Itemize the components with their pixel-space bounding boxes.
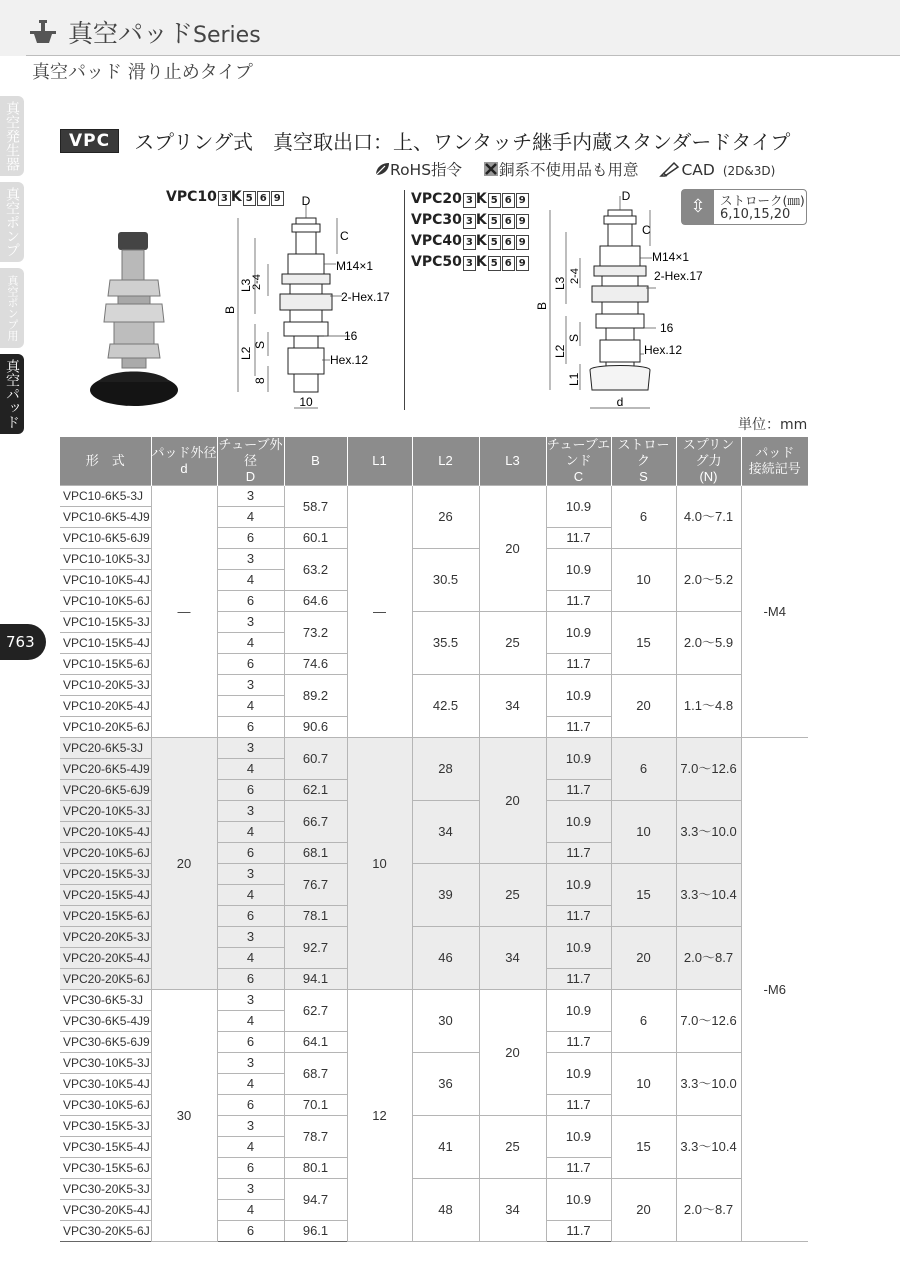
model-cell: VPC20-20K5-4J — [60, 948, 151, 969]
header-divider — [26, 55, 900, 56]
series-title: スプリング式 真空取出口：上、ワンタッチ継手内蔵スタンダードタイプ — [134, 130, 791, 154]
tube-diameter-cell: 3 — [217, 801, 284, 822]
tube-diameter-cell: 6 — [217, 1095, 284, 1116]
dim-l2: L2 — [239, 346, 253, 360]
header-stroke — [611, 437, 676, 486]
model-cell: VPC20-10K5-6J — [60, 843, 151, 864]
header-tube-diameter-line1: チューブ外径 — [218, 437, 283, 468]
header-pad-diameter-line2: d — [180, 461, 188, 476]
header-l3-line1: L3 — [505, 453, 520, 468]
tube-diameter-cell: 4 — [217, 885, 284, 906]
l3-cell: 25 — [479, 612, 546, 675]
dim-hex17: 2-Hex.17 — [341, 290, 390, 304]
dim-c: C — [340, 229, 349, 243]
header-b — [284, 437, 347, 486]
model-cell: VPC10-10K5-6J — [60, 591, 151, 612]
tube-diameter-cell: 4 — [217, 948, 284, 969]
stroke-cell: 10 — [611, 1053, 676, 1116]
header-spring-force-line2: (N) — [699, 469, 718, 484]
b-cell: 90.6 — [284, 717, 347, 738]
side-tab-vacuum-pad[interactable]: 真空パッド — [0, 354, 24, 434]
series-badge: VPC — [60, 129, 119, 153]
model-cell: VPC30-20K5-4J — [60, 1200, 151, 1221]
b-cell: 73.2 — [284, 612, 347, 654]
model-cell: VPC30-15K5-3J — [60, 1116, 151, 1137]
model-cell: VPC10-20K5-3J — [60, 675, 151, 696]
l2-cell: 35.5 — [412, 612, 479, 675]
stroke-cell: 6 — [611, 486, 676, 549]
tube-diameter-cell: 4 — [217, 696, 284, 717]
tube-diameter-cell: 6 — [217, 528, 284, 549]
b-cell: 76.7 — [284, 864, 347, 906]
table-row — [60, 486, 808, 507]
tube-diameter-cell: 4 — [217, 1200, 284, 1221]
tube-end-cell: 11.7 — [546, 969, 611, 990]
leaf-icon — [374, 161, 390, 177]
page-title: 真空パッドSeries — [68, 19, 261, 48]
pen-icon — [659, 161, 681, 177]
tube-end-cell: 10.9 — [546, 612, 611, 654]
model-code-vpc50: VPC50 3 K 5 6 9 — [411, 254, 529, 271]
tube-diameter-cell: 3 — [217, 675, 284, 696]
model-cell: VPC10-10K5-4J — [60, 570, 151, 591]
dim-l3: L3 — [239, 278, 253, 292]
b-cell: 60.1 — [284, 528, 347, 549]
l3-cell: 34 — [479, 675, 546, 738]
model-cell: VPC30-15K5-6J — [60, 1158, 151, 1179]
spring-force-cell: 3.3～10.0 — [676, 1053, 741, 1116]
table-header-row — [60, 437, 808, 486]
tube-end-cell: 11.7 — [546, 717, 611, 738]
b-cell: 74.6 — [284, 654, 347, 675]
model-code-vpc30: VPC30 3 K 5 6 9 — [411, 212, 529, 229]
tube-diameter-cell: 3 — [217, 1179, 284, 1200]
l2-cell: 36 — [412, 1053, 479, 1116]
model-cell: VPC10-15K5-6J — [60, 654, 151, 675]
stroke-cell: 20 — [611, 927, 676, 990]
b-cell: 64.6 — [284, 591, 347, 612]
l3-cell: 20 — [479, 738, 546, 864]
model-cell: VPC20-20K5-6J — [60, 969, 151, 990]
model-cell: VPC30-6K5-3J — [60, 990, 151, 1011]
dimension-drawing-vpc20-50 — [530, 188, 730, 414]
model-cell: VPC10-6K5-3J — [60, 486, 151, 507]
tube-end-cell: 11.7 — [546, 1095, 611, 1116]
tube-diameter-cell: 3 — [217, 864, 284, 885]
header-tube-end-c-line2: C — [573, 469, 584, 484]
l2-cell: 30 — [412, 990, 479, 1053]
tube-diameter-cell: 3 — [217, 486, 284, 507]
series-heading — [60, 126, 790, 155]
l2-cell: 28 — [412, 738, 479, 801]
model-cell: VPC10-20K5-6J — [60, 717, 151, 738]
page-subtitle: 真空パッド 滑り止めタイプ — [32, 62, 253, 83]
dim-s: S — [567, 333, 581, 342]
dim-hex12: Hex.12 — [644, 343, 683, 357]
tube-diameter-cell: 6 — [217, 843, 284, 864]
l3-cell: 25 — [479, 1116, 546, 1179]
dim-b: B — [223, 305, 237, 314]
b-cell: 62.1 — [284, 780, 347, 801]
b-cell: 89.2 — [284, 675, 347, 717]
dim-thread: M14×1 — [336, 259, 374, 273]
tube-end-cell: 11.7 — [546, 1158, 611, 1179]
spring-force-cell: 3.3～10.0 — [676, 801, 741, 864]
spring-force-cell: 4.0～7.1 — [676, 486, 741, 549]
dimension-drawing-vpc10 — [210, 196, 400, 414]
tube-end-cell: 10.9 — [546, 1179, 611, 1221]
header-l1 — [347, 437, 412, 486]
l2-cell: 34 — [412, 801, 479, 864]
pad-diameter-cell: — — [151, 486, 217, 738]
model-cell: VPC20-6K5-4J9 — [60, 759, 151, 780]
model-cell: VPC20-15K5-6J — [60, 906, 151, 927]
spring-force-cell: 2.0～8.7 — [676, 927, 741, 990]
stroke-cell: 10 — [611, 801, 676, 864]
spring-force-cell: 2.0～5.2 — [676, 549, 741, 612]
b-cell: 94.1 — [284, 969, 347, 990]
dim-l1: L1 — [567, 372, 581, 386]
tube-end-cell: 10.9 — [546, 801, 611, 843]
cad-feature: CAD (2D&3D) — [659, 161, 783, 179]
feature-line — [374, 158, 791, 180]
header-connection — [741, 437, 808, 486]
dim-l3: L3 — [553, 276, 567, 290]
header-tube-diameter — [217, 437, 284, 486]
l3-cell: 34 — [479, 927, 546, 990]
tube-diameter-cell: 3 — [217, 927, 284, 948]
side-tab-vacuum-generator[interactable]: 真空発生器 — [0, 96, 24, 176]
tube-end-cell: 10.9 — [546, 864, 611, 906]
b-cell: 94.7 — [284, 1179, 347, 1221]
tube-end-cell: 10.9 — [546, 927, 611, 969]
l2-cell: 26 — [412, 486, 479, 549]
l2-cell: 30.5 — [412, 549, 479, 612]
header-l1-line1: L1 — [372, 453, 387, 468]
stroke-cell: 15 — [611, 1116, 676, 1179]
tube-diameter-cell: 6 — [217, 969, 284, 990]
tube-diameter-cell: 6 — [217, 780, 284, 801]
copper-free-icon — [483, 161, 499, 177]
b-cell: 64.1 — [284, 1032, 347, 1053]
model-cell: VPC30-20K5-3J — [60, 1179, 151, 1200]
l1-cell: 10 — [347, 738, 412, 990]
tube-diameter-cell: 4 — [217, 633, 284, 654]
stroke-cell: 15 — [611, 864, 676, 927]
model-cell: VPC30-6K5-4J9 — [60, 1011, 151, 1032]
l2-cell: 48 — [412, 1179, 479, 1242]
tube-diameter-cell: 4 — [217, 759, 284, 780]
dim-pad-d: d — [616, 395, 624, 409]
header-l2-line1: L2 — [438, 453, 453, 468]
model-cell: VPC20-15K5-4J — [60, 885, 151, 906]
tube-end-cell: 10.9 — [546, 990, 611, 1032]
spring-force-cell: 3.3～10.4 — [676, 864, 741, 927]
side-tab-vacuum-pump[interactable]: 真空ポンプ — [0, 182, 24, 262]
dim-16: 16 — [344, 329, 358, 343]
stroke-cell: 6 — [611, 990, 676, 1053]
tube-end-cell: 11.7 — [546, 906, 611, 927]
b-cell: 78.1 — [284, 906, 347, 927]
l1-cell: 12 — [347, 990, 412, 1242]
tube-diameter-cell: 6 — [217, 591, 284, 612]
l2-cell: 39 — [412, 864, 479, 927]
model-cell: VPC30-15K5-4J — [60, 1137, 151, 1158]
tube-diameter-cell: 6 — [217, 1158, 284, 1179]
dim-c: C — [642, 223, 651, 237]
l3-cell: 20 — [479, 486, 546, 612]
l2-cell: 41 — [412, 1116, 479, 1179]
tube-diameter-cell: 4 — [217, 1137, 284, 1158]
dim-hex12: Hex.12 — [330, 353, 369, 367]
dim-s: S — [253, 340, 267, 349]
stroke-cell: 15 — [611, 612, 676, 675]
dim-l2: L2 — [553, 344, 567, 358]
tube-end-cell: 11.7 — [546, 528, 611, 549]
b-cell: 70.1 — [284, 1095, 347, 1116]
tube-diameter-cell: 3 — [217, 1053, 284, 1074]
l1-cell: — — [347, 486, 412, 738]
rohs-feature: RoHS指令 — [374, 161, 475, 179]
spring-force-cell: 1.1～4.8 — [676, 675, 741, 738]
tube-end-cell: 10.9 — [546, 738, 611, 780]
dim-d: D — [301, 196, 311, 208]
tube-diameter-cell: 4 — [217, 1074, 284, 1095]
tube-end-cell: 11.7 — [546, 780, 611, 801]
tube-diameter-cell: 6 — [217, 717, 284, 738]
header-tube-end-c-line1: チューブエンド — [546, 437, 611, 468]
page-number: 763 — [0, 624, 46, 660]
dim-d: D — [621, 189, 631, 203]
l3-cell: 34 — [479, 1179, 546, 1242]
stroke-cell: 6 — [611, 738, 676, 801]
b-cell: 78.7 — [284, 1116, 347, 1158]
tube-end-cell: 10.9 — [546, 549, 611, 591]
dim-hex17: 2-Hex.17 — [654, 269, 703, 283]
tube-end-cell: 11.7 — [546, 654, 611, 675]
b-cell: 63.2 — [284, 549, 347, 591]
tube-diameter-cell: 3 — [217, 990, 284, 1011]
l3-cell: 25 — [479, 864, 546, 927]
tube-end-cell: 11.7 — [546, 1032, 611, 1053]
tube-diameter-cell: 3 — [217, 612, 284, 633]
stroke-values: 6,10,15,20 — [720, 207, 791, 222]
table-row — [60, 738, 808, 759]
header-l2 — [412, 437, 479, 486]
header-connection-line2: 接続記号 — [748, 461, 801, 476]
tube-end-cell: 11.7 — [546, 843, 611, 864]
unit-label: 単位：mm — [738, 417, 808, 433]
model-cell: VPC20-6K5-3J — [60, 738, 151, 759]
stroke-cell: 20 — [611, 675, 676, 738]
model-code-vpc10: VPC10 3 K 5 6 9 — [166, 189, 284, 206]
spring-force-cell: 7.0～12.6 — [676, 738, 741, 801]
header-model — [60, 437, 151, 486]
model-cell: VPC30-10K5-4J — [60, 1074, 151, 1095]
model-cell: VPC20-15K5-3J — [60, 864, 151, 885]
tube-diameter-cell: 3 — [217, 549, 284, 570]
pad-diameter-cell: 20 — [151, 738, 217, 990]
model-cell: VPC10-15K5-4J — [60, 633, 151, 654]
b-cell: 80.1 — [284, 1158, 347, 1179]
stroke-label: ストローク(㎜) — [720, 193, 805, 208]
model-code-vpc40: VPC40 3 K 5 6 9 — [411, 233, 529, 250]
spring-force-cell: 2.0～8.7 — [676, 1179, 741, 1242]
b-cell: 60.7 — [284, 738, 347, 780]
dim-10: 10 — [299, 395, 313, 409]
header-stroke-line1: ストローク — [617, 437, 670, 468]
tube-end-cell: 11.7 — [546, 1221, 611, 1242]
side-tab-vacuum-pump-unit[interactable]: 真空ポンプ用 — [0, 268, 24, 348]
pad-diameter-cell: 30 — [151, 990, 217, 1242]
spring-force-cell: 2.0～5.9 — [676, 612, 741, 675]
model-cell: VPC30-20K5-6J — [60, 1221, 151, 1242]
vacuum-pad-icon — [30, 20, 56, 44]
tube-end-cell: 10.9 — [546, 1116, 611, 1158]
tube-diameter-cell: 4 — [217, 1011, 284, 1032]
header-spring-force — [676, 437, 741, 486]
copper-free-feature: 銅系不使用品も用意 — [483, 161, 651, 179]
l3-cell: 20 — [479, 990, 546, 1116]
header-spring-force-line1: スプリング力 — [682, 437, 735, 468]
tube-end-cell: 10.9 — [546, 675, 611, 717]
tube-diameter-cell: 4 — [217, 822, 284, 843]
header-tube-end-c — [546, 437, 611, 486]
b-cell: 62.7 — [284, 990, 347, 1032]
tube-diameter-cell: 4 — [217, 570, 284, 591]
stroke-cell: 20 — [611, 1179, 676, 1242]
b-cell: 96.1 — [284, 1221, 347, 1242]
l2-cell: 46 — [412, 927, 479, 990]
header-stroke-line2: S — [639, 469, 648, 484]
model-cell: VPC20-6K5-6J9 — [60, 780, 151, 801]
dim-b: B — [535, 301, 549, 310]
model-cell: VPC30-10K5-6J — [60, 1095, 151, 1116]
dim-2-4: 2-4 — [569, 268, 581, 284]
table-row — [60, 990, 808, 1011]
model-cell: VPC30-10K5-3J — [60, 1053, 151, 1074]
model-cell: VPC10-15K5-3J — [60, 612, 151, 633]
dim-2-4: 2-4 — [251, 274, 263, 290]
model-cell: VPC10-6K5-6J9 — [60, 528, 151, 549]
product-photo — [88, 230, 180, 408]
header-l3 — [479, 437, 546, 486]
b-cell: 58.7 — [284, 486, 347, 528]
header-pad-diameter-line1: パッド外径 — [151, 445, 217, 460]
tube-diameter-cell: 6 — [217, 1221, 284, 1242]
spec-table — [60, 437, 808, 1242]
header-model-line1: 形 式 — [85, 453, 125, 468]
tube-diameter-cell: 6 — [217, 906, 284, 927]
model-cell: VPC20-10K5-4J — [60, 822, 151, 843]
dim-thread: M14×1 — [652, 250, 690, 264]
l2-cell: 42.5 — [412, 675, 479, 738]
tube-end-cell: 10.9 — [546, 1053, 611, 1095]
tube-diameter-cell: 6 — [217, 654, 284, 675]
dim-16: 16 — [660, 321, 674, 335]
stroke-cell: 10 — [611, 549, 676, 612]
tube-end-cell: 10.9 — [546, 486, 611, 528]
b-cell: 68.1 — [284, 843, 347, 864]
model-cell: VPC20-20K5-3J — [60, 927, 151, 948]
connection-cell: -M4 — [741, 486, 808, 738]
model-cell: VPC10-6K5-4J9 — [60, 507, 151, 528]
spring-force-cell: 7.0～12.6 — [676, 990, 741, 1053]
b-cell: 68.7 — [284, 1053, 347, 1095]
page-header — [0, 0, 900, 88]
model-cell: VPC10-20K5-4J — [60, 696, 151, 717]
dim-8: 8 — [253, 377, 267, 384]
model-cell: VPC10-10K5-3J — [60, 549, 151, 570]
header-tube-diameter-line2: D — [245, 469, 256, 484]
tube-diameter-cell: 3 — [217, 1116, 284, 1137]
b-cell: 92.7 — [284, 927, 347, 969]
tube-diameter-cell: 4 — [217, 507, 284, 528]
header-pad-diameter — [151, 437, 217, 486]
b-cell: 66.7 — [284, 801, 347, 843]
model-code-vpc20: VPC20 3 K 5 6 9 — [411, 191, 529, 208]
model-cell: VPC20-10K5-3J — [60, 801, 151, 822]
header-b-line1: B — [311, 453, 320, 468]
tube-diameter-cell: 3 — [217, 738, 284, 759]
tube-end-cell: 11.7 — [546, 591, 611, 612]
header-connection-line1: パッド — [755, 445, 795, 460]
stroke-arrows-icon: ⇳ — [682, 190, 714, 224]
tube-diameter-cell: 6 — [217, 1032, 284, 1053]
model-cell: VPC30-6K5-6J9 — [60, 1032, 151, 1053]
connection-cell: -M6 — [741, 738, 808, 1242]
spring-force-cell: 3.3～10.4 — [676, 1116, 741, 1179]
drawing-divider — [404, 190, 405, 410]
